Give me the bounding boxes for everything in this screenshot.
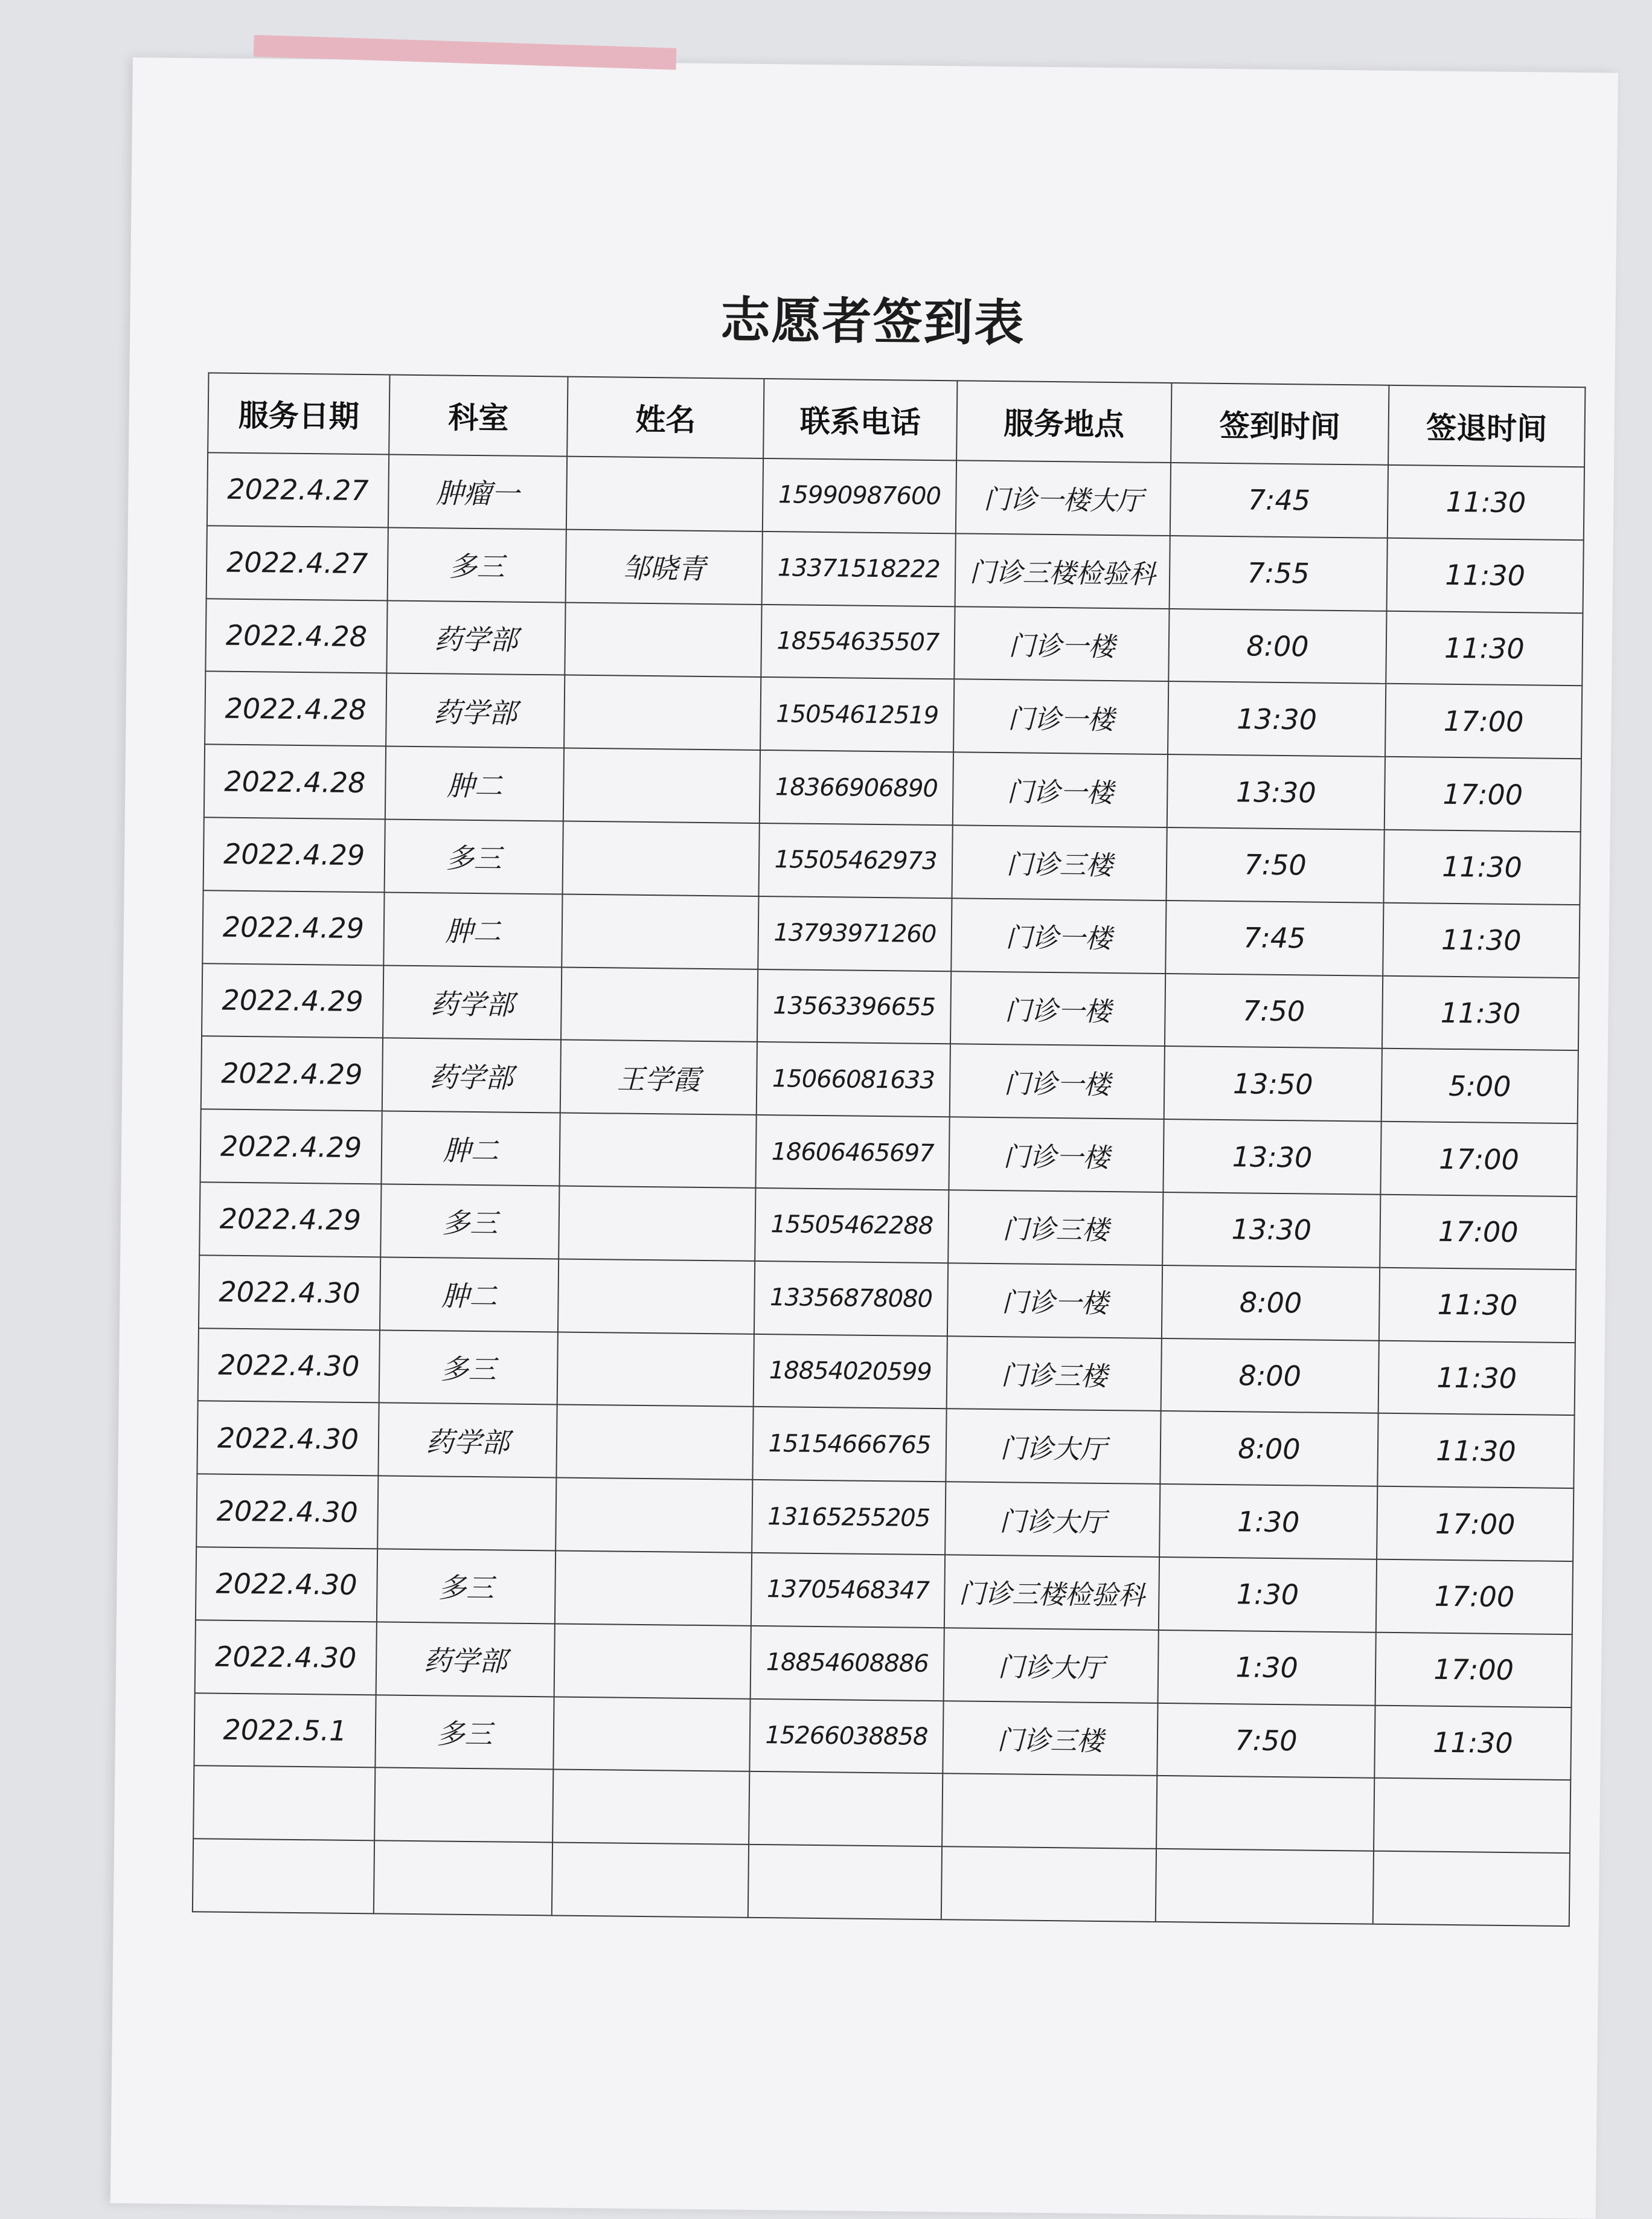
cell-sign-out: 5:00 xyxy=(1381,1048,1578,1123)
cell-sign-out xyxy=(1373,1851,1570,1926)
header-phone: 联系电话 xyxy=(763,379,957,460)
cell-sign-in: 13:50 xyxy=(1164,1046,1382,1122)
cell-date: 2022.4.30 xyxy=(196,1474,378,1549)
cell-sign-out: 17:00 xyxy=(1385,757,1581,832)
cell-date: 2022.4.30 xyxy=(197,1401,379,1476)
cell-phone: 13165255205 xyxy=(752,1480,946,1555)
cell-dept: 药学部 xyxy=(383,965,562,1040)
cell-sign-in: 7:50 xyxy=(1166,827,1384,903)
cell-sign-in: 1:30 xyxy=(1158,1630,1376,1706)
cell-place: 门诊三楼检验科 xyxy=(944,1555,1159,1630)
cell-sign-in: 7:50 xyxy=(1157,1703,1375,1778)
cell-date: 2022.4.28 xyxy=(204,744,386,819)
cell-place: 门诊一楼 xyxy=(947,1263,1162,1338)
table-row xyxy=(196,1547,1573,1634)
cell-phone: 18606465697 xyxy=(755,1115,949,1190)
cell-sign-out: 17:00 xyxy=(1380,1122,1577,1196)
header-sign-out: 签退时间 xyxy=(1388,385,1585,467)
table-row xyxy=(196,1474,1574,1561)
cell-place: 门诊一楼 xyxy=(951,898,1166,974)
cell-date: 2022.4.27 xyxy=(206,525,388,600)
cell-place: 门诊一楼 xyxy=(950,1044,1165,1120)
cell-dept: 肿二 xyxy=(385,747,564,821)
cell-date: 2022.4.29 xyxy=(201,1036,383,1111)
header-date: 服务日期 xyxy=(208,373,389,454)
cell-phone: 18366906890 xyxy=(760,750,953,825)
cell-dept: 药学部 xyxy=(382,1038,561,1113)
cell-place: 门诊三楼 xyxy=(943,1701,1157,1776)
pink-paper-edge xyxy=(254,35,677,70)
cell-place xyxy=(941,1846,1156,1922)
cell-dept: 多三 xyxy=(379,1330,558,1405)
cell-phone: 13371518222 xyxy=(762,531,956,606)
cell-sign-in: 8:00 xyxy=(1162,1265,1380,1341)
cell-date: 2022.4.30 xyxy=(199,1255,380,1330)
cell-name: 王学霞 xyxy=(560,1040,757,1115)
cell-date: 2022.4.29 xyxy=(202,963,383,1038)
cell-phone: 18554635507 xyxy=(761,605,955,679)
cell-sign-in: 13:30 xyxy=(1162,1192,1380,1268)
cell-sign-out: 17:00 xyxy=(1377,1486,1574,1561)
cell-sign-out: 11:30 xyxy=(1387,538,1584,613)
cell-sign-out: 11:30 xyxy=(1379,1268,1576,1343)
table-row xyxy=(193,1766,1570,1854)
cell-place: 门诊三楼 xyxy=(947,1336,1162,1411)
header-place: 服务地点 xyxy=(956,381,1171,463)
cell-name xyxy=(563,748,760,823)
cell-date: 2022.4.29 xyxy=(199,1182,381,1257)
cell-phone: 15505462973 xyxy=(759,823,953,898)
cell-place: 门诊大厅 xyxy=(945,1482,1160,1557)
cell-sign-in xyxy=(1156,1776,1374,1851)
cell-phone: 18854608886 xyxy=(751,1626,944,1701)
cell-phone: 15266038858 xyxy=(749,1698,943,1773)
cell-date: 2022.4.29 xyxy=(200,1109,382,1184)
table-row xyxy=(199,1255,1576,1343)
cell-dept: 药学部 xyxy=(378,1403,557,1478)
cell-sign-in: 1:30 xyxy=(1159,1484,1377,1559)
cell-name xyxy=(566,457,763,531)
cell-phone: 15154666765 xyxy=(752,1407,946,1482)
cell-dept: 肿二 xyxy=(380,1257,559,1332)
cell-dept: 多三 xyxy=(377,1549,555,1623)
cell-dept: 药学部 xyxy=(386,600,565,675)
cell-sign-out: 11:30 xyxy=(1377,1413,1574,1488)
cell-name xyxy=(558,1259,755,1334)
cell-sign-in xyxy=(1156,1849,1374,1924)
table-row xyxy=(205,672,1582,759)
table-row xyxy=(201,1036,1578,1124)
cell-name xyxy=(561,967,758,1042)
cell-sign-out: 11:30 xyxy=(1388,465,1584,540)
cell-date: 2022.4.30 xyxy=(198,1328,380,1403)
cell-place: 门诊大厅 xyxy=(944,1628,1159,1703)
cell-sign-out: 11:30 xyxy=(1383,830,1580,905)
cell-name xyxy=(553,1697,750,1771)
cell-sign-out: 11:30 xyxy=(1383,903,1580,978)
cell-sign-out: 17:00 xyxy=(1376,1559,1573,1634)
table-row xyxy=(205,599,1583,686)
cell-dept: 肿二 xyxy=(381,1111,560,1186)
cell-dept xyxy=(374,1840,552,1915)
cell-phone: 18854020599 xyxy=(754,1334,947,1408)
cell-name xyxy=(554,1623,751,1698)
cell-phone: 13793971260 xyxy=(758,896,952,971)
cell-dept: 多三 xyxy=(388,527,566,602)
cell-name xyxy=(557,1332,754,1407)
cell-dept: 肿二 xyxy=(383,892,562,967)
cell-dept: 肿瘤一 xyxy=(388,454,567,529)
cell-phone: 13705468347 xyxy=(751,1553,945,1628)
header-sign-in: 签到时间 xyxy=(1171,383,1389,465)
cell-sign-in: 13:30 xyxy=(1163,1119,1381,1195)
header-name: 姓名 xyxy=(567,377,764,458)
table-row xyxy=(207,452,1584,540)
cell-sign-out: 17:00 xyxy=(1380,1195,1577,1270)
cell-dept xyxy=(377,1476,556,1551)
cell-phone: 15505462288 xyxy=(755,1188,949,1263)
cell-place: 门诊一楼 xyxy=(954,606,1169,682)
header-row xyxy=(208,373,1585,467)
cell-sign-in: 7:45 xyxy=(1165,901,1383,976)
cell-sign-in: 13:30 xyxy=(1167,754,1385,830)
cell-name xyxy=(563,821,760,896)
cell-date: 2022.4.30 xyxy=(196,1547,377,1622)
cell-sign-in: 7:55 xyxy=(1170,536,1388,611)
cell-place: 门诊一楼 xyxy=(953,679,1168,755)
table-row xyxy=(198,1328,1575,1416)
cell-place: 门诊一楼 xyxy=(953,752,1168,827)
cell-sign-in: 7:45 xyxy=(1170,463,1388,538)
cell-sign-out: 17:00 xyxy=(1385,684,1582,759)
cell-sign-in: 1:30 xyxy=(1159,1557,1377,1633)
cell-sign-out: 11:30 xyxy=(1378,1340,1575,1415)
cell-phone: 15054612519 xyxy=(760,677,954,752)
cell-date xyxy=(193,1838,374,1913)
cell-sign-out: 11:30 xyxy=(1386,611,1583,686)
sign-in-table xyxy=(192,372,1586,1927)
cell-phone xyxy=(748,1845,942,1919)
table-row xyxy=(199,1182,1577,1270)
cell-date: 2022.4.28 xyxy=(205,672,386,747)
cell-name: 邹晓青 xyxy=(566,529,763,604)
cell-sign-in: 7:50 xyxy=(1165,974,1383,1049)
cell-dept: 多三 xyxy=(385,819,563,894)
table-body xyxy=(193,452,1584,1926)
cell-name xyxy=(556,1405,753,1480)
table-row xyxy=(202,963,1579,1051)
cell-name xyxy=(559,1113,756,1188)
cell-sign-in: 8:00 xyxy=(1160,1411,1378,1486)
cell-sign-out: 17:00 xyxy=(1375,1632,1572,1707)
cell-sign-out: 11:30 xyxy=(1382,975,1579,1050)
cell-dept: 多三 xyxy=(375,1695,554,1770)
header-dept: 科室 xyxy=(389,374,568,456)
cell-sign-out xyxy=(1374,1778,1570,1853)
table-row xyxy=(204,744,1581,832)
cell-place: 门诊三楼检验科 xyxy=(955,533,1170,609)
cell-name xyxy=(564,675,761,750)
cell-dept xyxy=(374,1768,553,1843)
cell-phone: 13356878080 xyxy=(754,1261,948,1336)
cell-place: 门诊一楼大厅 xyxy=(956,460,1171,536)
cell-place: 门诊一楼 xyxy=(949,1117,1164,1192)
cell-sign-in: 13:30 xyxy=(1168,681,1386,757)
table-row xyxy=(197,1401,1574,1489)
cell-phone: 15990987600 xyxy=(763,458,956,533)
cell-phone: 13563396655 xyxy=(757,969,951,1044)
cell-sign-in: 8:00 xyxy=(1161,1338,1379,1414)
cell-dept: 多三 xyxy=(380,1184,559,1259)
paper-sheet xyxy=(110,57,1618,2219)
cell-sign-out: 11:30 xyxy=(1374,1705,1571,1780)
cell-place: 门诊一楼 xyxy=(950,971,1165,1047)
cell-phone: 15066081633 xyxy=(757,1042,950,1117)
cell-phone xyxy=(749,1771,943,1846)
table-row xyxy=(194,1693,1571,1781)
table-row xyxy=(193,1838,1570,1926)
cell-sign-in: 8:00 xyxy=(1168,609,1386,684)
cell-dept: 药学部 xyxy=(386,673,565,748)
cell-place: 门诊大厅 xyxy=(946,1409,1161,1485)
cell-date: 2022.4.28 xyxy=(205,599,387,673)
cell-place: 门诊三楼 xyxy=(948,1190,1163,1265)
cell-name xyxy=(555,1550,752,1625)
cell-dept: 药学部 xyxy=(376,1622,555,1697)
cell-date xyxy=(193,1766,375,1841)
cell-date: 2022.4.29 xyxy=(203,817,385,892)
cell-name xyxy=(565,602,761,677)
cell-name xyxy=(562,894,758,969)
table-row xyxy=(195,1620,1572,1707)
table-row xyxy=(203,817,1581,905)
page-title: 志愿者签到表 xyxy=(720,291,1025,353)
table-row xyxy=(202,890,1580,978)
cell-place: 门诊三楼 xyxy=(952,825,1167,901)
cell-name xyxy=(555,1478,752,1553)
cell-name xyxy=(559,1186,755,1260)
cell-date: 2022.4.30 xyxy=(195,1620,377,1695)
cell-date: 2022.4.29 xyxy=(202,890,384,965)
cell-place xyxy=(942,1774,1157,1849)
cell-date: 2022.5.1 xyxy=(194,1693,376,1768)
cell-name xyxy=(552,1770,749,1845)
cell-name xyxy=(552,1843,749,1918)
table-row xyxy=(200,1109,1578,1196)
cell-date: 2022.4.27 xyxy=(207,452,389,527)
table-row xyxy=(206,525,1584,613)
